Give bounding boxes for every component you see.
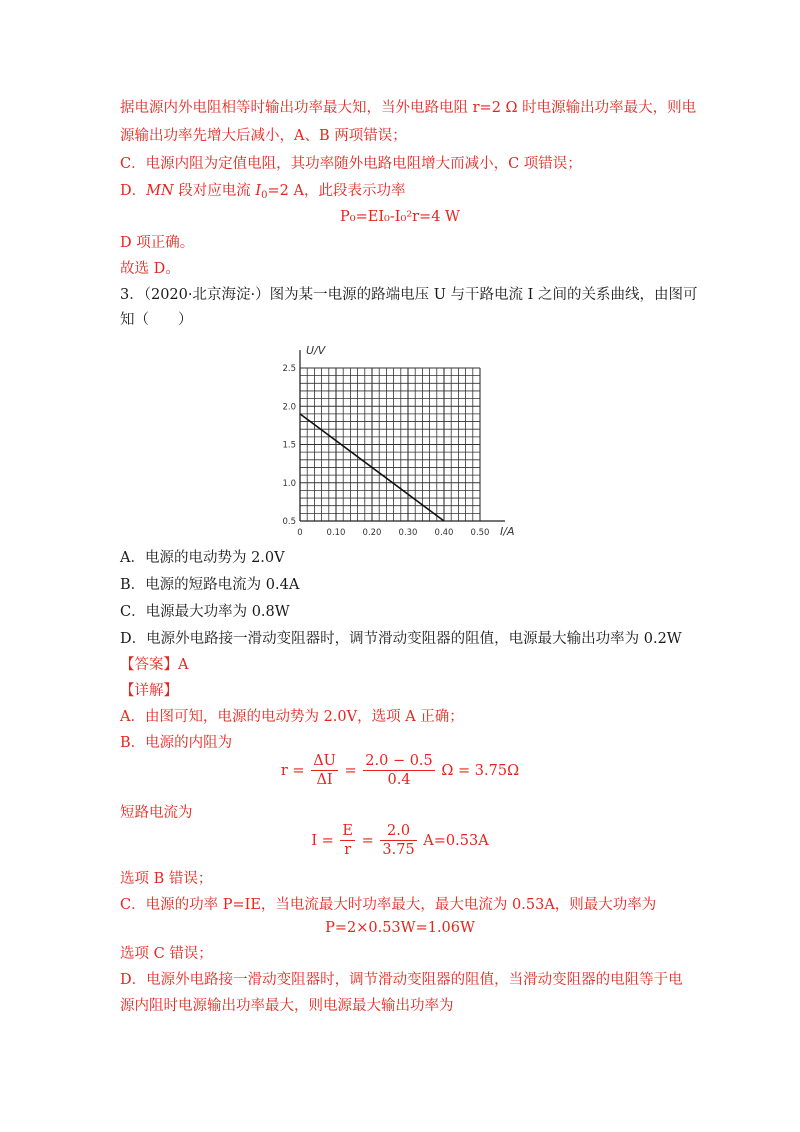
c-equation: P=2×0.53W=1.06W bbox=[325, 920, 475, 936]
i-eq-frac-1 bbox=[340, 822, 355, 859]
prev-line-4-pre: D． bbox=[120, 183, 147, 199]
r-eq-equals: = bbox=[344, 762, 357, 779]
option-b: B．电源的短路电流为 0.4A bbox=[120, 577, 300, 593]
y-tick-label: 2.0 bbox=[282, 402, 296, 413]
answer-d-line-1: D．电源外电路接一滑动变阻器时，调节滑动变阻器的阻值，当滑动变阻器的电阻等于电 bbox=[120, 972, 683, 988]
r-eq-den-1: ΔI bbox=[316, 772, 333, 788]
i-eq-lhs: I = bbox=[311, 832, 334, 849]
i-eq-num-1: E bbox=[342, 823, 354, 839]
r-eq-num-2: 2.0 − 0.5 bbox=[365, 753, 433, 769]
prev-line-4-i: I bbox=[255, 183, 262, 199]
prev-line-4-mn: MN bbox=[146, 183, 174, 199]
prev-line-4-sub: 0 bbox=[261, 190, 268, 201]
x-tick-label: 0 bbox=[297, 528, 303, 538]
i-eq-frac-2 bbox=[380, 822, 416, 859]
answer-a: A．由图可知，电源的电动势为 2.0V，选项 A 正确； bbox=[120, 709, 464, 725]
i-equation bbox=[0, 822, 800, 859]
r-equation bbox=[0, 752, 800, 789]
r-eq-frac-2 bbox=[363, 752, 435, 789]
x-tick-label: 0.30 bbox=[398, 528, 418, 538]
question-line-2: 知（ ） bbox=[120, 312, 193, 328]
b-wrong: 选项 B 错误； bbox=[120, 871, 213, 887]
answer-b: B．电源的内阻为 bbox=[120, 735, 233, 751]
i-eq-rhs: A=0.53A bbox=[423, 832, 489, 849]
prev-line-5: D 项正确。 bbox=[120, 235, 195, 251]
detail-label: 【详解】 bbox=[120, 683, 178, 699]
r-eq-num-1: ΔU bbox=[313, 753, 336, 769]
answer-c: C．电源的功率 P=IE，当电流最大时功率最大，最大电流为 0.53A，则最大功率为 bbox=[120, 897, 657, 913]
r-eq-rhs: Ω = 3.75Ω bbox=[441, 762, 520, 779]
c-wrong: 选项 C 错误； bbox=[120, 946, 213, 962]
r-eq-den-2: 0.4 bbox=[387, 772, 411, 788]
y-tick-label: 1.5 bbox=[282, 440, 296, 451]
x-tick-label: 0.50 bbox=[470, 528, 490, 538]
answer-label: 【答案】A bbox=[120, 657, 189, 673]
r-eq-lhs: r = bbox=[280, 762, 305, 779]
i-eq-num-2: 2.0 bbox=[380, 822, 416, 841]
y-tick-label: 0.5 bbox=[282, 517, 296, 527]
option-a: A．电源的电动势为 2.0V bbox=[120, 550, 285, 566]
i-eq-equals: = bbox=[361, 832, 374, 849]
option-d: D．电源外电路接一滑动变阻器时，调节滑动变阻器的阻值，电源最大输出功率为 0.2W bbox=[120, 631, 682, 647]
answer-d-line-2: 源内阻时电源输出功率最大，则电源最大输出功率为 bbox=[120, 998, 454, 1014]
prev-line-4-mid: 段对应电流 bbox=[173, 183, 256, 199]
prev-line-2: 源输出功率先增大后减小，A、B 两项错误； bbox=[120, 128, 407, 144]
i-eq-den-1: r bbox=[344, 842, 352, 858]
y-tick-label: 2.5 bbox=[282, 364, 296, 374]
x-axis-label: I/A bbox=[500, 525, 515, 538]
prev-line-4-post: =2 A，此段表示功率 bbox=[267, 183, 406, 199]
option-c: C．电源最大功率为 0.8W bbox=[120, 604, 290, 620]
i-eq-den-2: 3.75 bbox=[382, 842, 415, 858]
prev-formula: P₀=EI₀-I₀²r=4 W bbox=[340, 209, 460, 225]
x-tick-label: 0.10 bbox=[326, 528, 346, 538]
question-line-1: 3．（2020·北京海淀·）图为某一电源的路端电压 U 与干路电流 I 之间的关系曲线，由图可 bbox=[120, 287, 698, 303]
prev-line-1: 据电源内外电阻相等时输出功率最大知，当外电路电阻 r=2 Ω 时电源输出功率最大，则电 bbox=[120, 100, 697, 116]
r-eq-frac-1 bbox=[311, 752, 338, 789]
prev-line-3: C．电源内阻为定值电阻，其功率随外电路电阻增大而减小，C 项错误； bbox=[120, 156, 582, 172]
x-tick-label: 0.40 bbox=[434, 528, 454, 538]
y-axis-label: U/V bbox=[306, 344, 326, 357]
prev-line-4 bbox=[120, 181, 690, 206]
u-i-chart bbox=[268, 338, 528, 543]
x-tick-label: 0.20 bbox=[362, 528, 382, 538]
short-circuit-label: 短路电流为 bbox=[120, 805, 193, 821]
prev-line-6: 故选 D。 bbox=[120, 261, 180, 277]
y-tick-label: 1.0 bbox=[282, 478, 296, 489]
